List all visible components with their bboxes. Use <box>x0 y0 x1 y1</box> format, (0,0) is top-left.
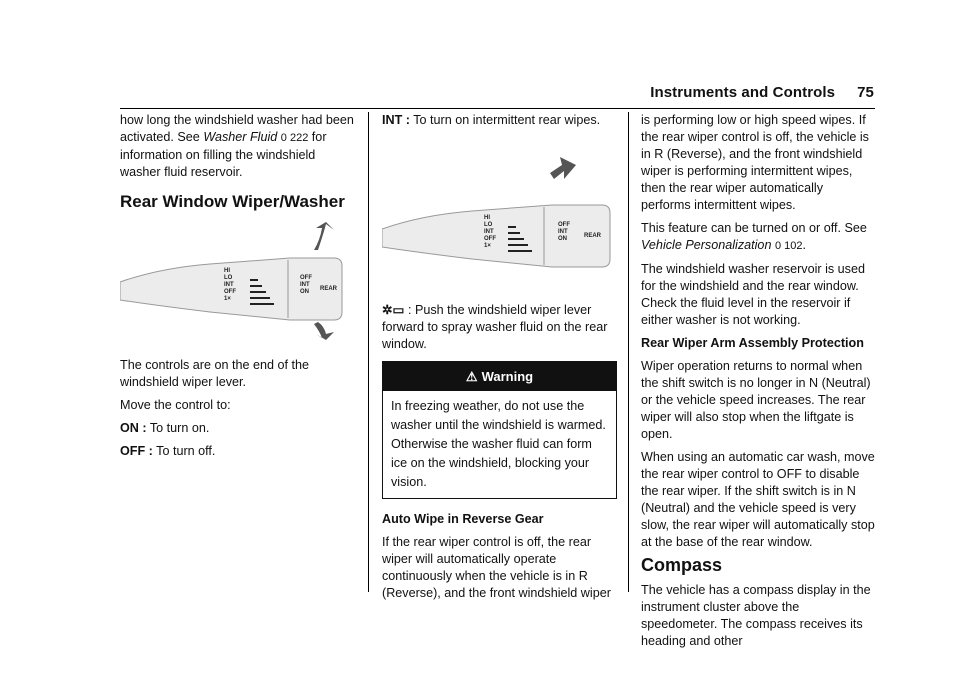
svg-text:OFF: OFF <box>300 275 312 281</box>
column-1: how long the windshield washer had been activated. See Washer Fluid 0 222 for information on filling the windshield washer fluid reservoir. Rear Window Wiper/Washer HI LO INT OFF 1× OFF INT ON REAR The controls are on the end of the windshield wiper lever. Move the control to: ON : To turn on. OFF : To turn off. <box>120 113 354 458</box>
svg-text:OFF: OFF <box>484 236 496 242</box>
column-divider <box>368 112 369 592</box>
svg-text:ON: ON <box>300 289 309 295</box>
warning-icon: ⚠ <box>465 369 478 384</box>
arm-protection-heading: Rear Wiper Arm Assembly Protection <box>641 336 864 350</box>
section-heading: Rear Window Wiper/Washer <box>120 192 345 211</box>
svg-text:HI: HI <box>224 268 230 274</box>
svg-text:INT: INT <box>558 229 568 235</box>
vehicle-personalization-link[interactable]: Vehicle Personalization <box>641 238 772 252</box>
svg-text:INT: INT <box>484 229 494 235</box>
compass-heading: Compass <box>641 555 723 575</box>
section-title: Instruments and Controls <box>650 84 836 101</box>
int-definition: INT : To turn on intermittent rear wipes. <box>382 113 601 127</box>
auto-wipe-heading: Auto Wipe in Reverse Gear <box>382 512 544 526</box>
wiper-push-figure <box>382 135 617 290</box>
svg-text:INT: INT <box>224 282 234 288</box>
wiper-lever-figure <box>120 220 355 345</box>
warning-text: In freezing weather, do not use the washer until the windshield is warmed. Otherwise the washer fluid can form ice on the windshield, blocking your vision. <box>391 399 606 489</box>
header-rule <box>120 108 875 109</box>
svg-text:1×: 1× <box>224 296 231 302</box>
svg-text:INT: INT <box>300 282 310 288</box>
intro-paragraph: how long the windshield washer had been activated. See Washer Fluid 0 222 for information on filling the windshield washer fluid reservoir. <box>120 113 354 179</box>
svg-text:REAR: REAR <box>584 233 602 239</box>
warning-header: ⚠ Warning <box>383 362 616 391</box>
svg-text:OFF: OFF <box>224 289 236 295</box>
personalization-paragraph: This feature can be turned on or off. See Vehicle Personalization 0 102. <box>641 221 867 252</box>
rotate-up-arrow <box>314 222 334 250</box>
rotate-down-arrow <box>314 322 334 340</box>
svg-text:REAR: REAR <box>320 286 338 292</box>
svg-text:1×: 1× <box>484 243 491 249</box>
off-definition: OFF : To turn off. <box>120 444 216 458</box>
column-divider <box>628 112 629 592</box>
svg-text:ON: ON <box>558 236 567 242</box>
page-header <box>650 84 874 101</box>
page-number: 75 <box>857 84 874 101</box>
column-3: is performing low or high speed wipes. If the rear wiper control is off, the vehicle is in R (Reverse), and the front windshield wiper is performing intermittent wipes, then the rear wiper automatically performs intermittent wipes. This feature can be turned on or off. See Vehicle Personalization 0 102. The windshield washer reservoir is used for the windshield and the rear window. Check the fluid level in the reservoir if either washer is not working. Rear Wiper Arm Assembly Protection Wiper operation returns to normal when the shift switch is no longer in N (Neutral) or the vehicle speed increases. The rear wiper will also stop when the liftgate is open. When using an automatic car wash, move the rear wiper control to OFF to disable the rear wiper. If the shift switch is in N (Neutral) and the vehicle speed is very slow, the rear wiper will automatically stop at the base of the rear window. Compass The vehicle has a compass display in the instrument cluster above the speedometer. The compass receives its heading and other <box>641 113 875 648</box>
washer-fluid-link[interactable]: Washer Fluid <box>203 130 278 144</box>
push-definition: ✲▭ : Push the windshield wiper lever forward to spray washer fluid on the rear window. <box>382 303 608 351</box>
on-definition: ON : To turn on. <box>120 421 210 435</box>
column-2: INT : To turn on intermittent rear wipes. HI LO INT OFF 1× OFF INT ON REAR ✲▭ : Push the windshield wiper lever forward to spray washer fluid on the rear window. ⚠ Warning In freezing weather, do not use the washer until the windshield is warmed. Otherwise the washer fluid can form ice on the windshield, blocking your vision. Auto Wipe in Reverse Gear If the rear wiper control is off, the rear wiper will automatically operate continuously when the vehicle is in R (Reverse), and the front windshield wiper <box>382 112 617 608</box>
warning-box <box>382 361 617 499</box>
push-forward-arrow <box>550 157 576 179</box>
rear-washer-icon: ✲▭ <box>382 303 405 317</box>
svg-text:LO: LO <box>224 275 233 281</box>
svg-text:LO: LO <box>484 222 493 228</box>
svg-text:OFF: OFF <box>558 222 570 228</box>
svg-text:HI: HI <box>484 215 490 221</box>
